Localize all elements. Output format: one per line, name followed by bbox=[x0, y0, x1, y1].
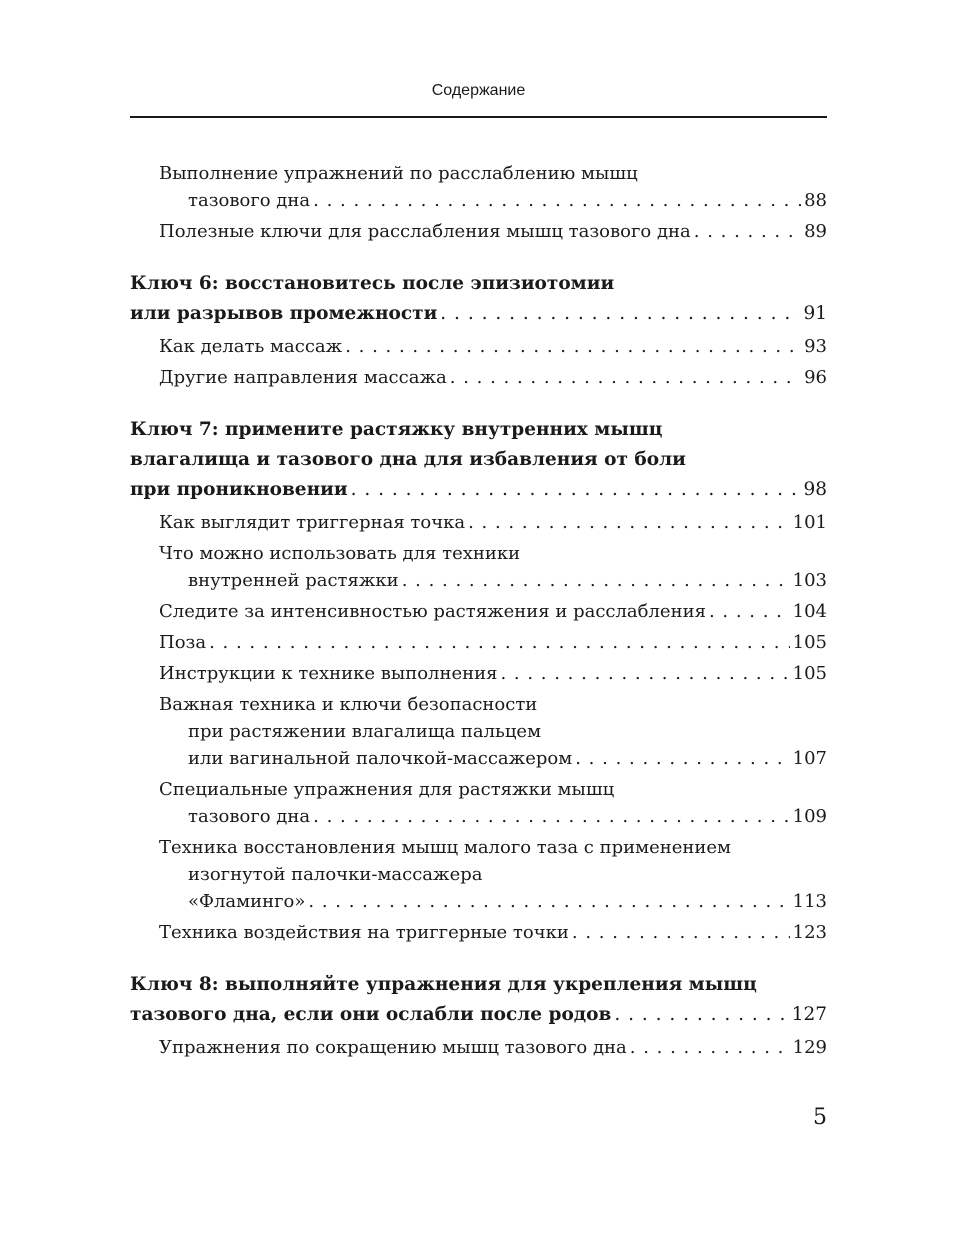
toc-chapter-line bbox=[130, 475, 827, 505]
dot-leader bbox=[345, 333, 801, 360]
toc-entry-text: Полезные ключи для расслабления мышц тазового дна bbox=[159, 221, 691, 242]
toc-entry bbox=[130, 660, 827, 687]
dot-leader bbox=[402, 567, 790, 594]
toc-chapter-text: влагалища и тазового дна для избавления от боли bbox=[130, 449, 686, 470]
toc-entry-line bbox=[130, 598, 827, 625]
toc-entry-line bbox=[130, 745, 827, 772]
dot-leader bbox=[500, 660, 789, 687]
toc-page-ref: 104 bbox=[792, 601, 827, 622]
toc-page-ref: 103 bbox=[792, 570, 827, 591]
toc-entry-line bbox=[130, 1034, 827, 1061]
toc-entry bbox=[130, 160, 827, 214]
toc-entry bbox=[130, 919, 827, 946]
dot-leader bbox=[575, 745, 789, 772]
toc-entry-text: Специальные упражнения для растяжки мышц bbox=[159, 779, 615, 800]
toc-entry bbox=[130, 1034, 827, 1061]
toc-chapter-line bbox=[130, 445, 827, 475]
toc-entry bbox=[130, 598, 827, 625]
toc-entry-text: изогнутой палочки-массажера bbox=[188, 864, 483, 885]
toc-chapter-text: при проникновении bbox=[130, 479, 348, 500]
toc-page-ref: 129 bbox=[792, 1037, 827, 1058]
toc-entry-line bbox=[130, 919, 827, 946]
toc-entry bbox=[130, 509, 827, 536]
toc-chapter-heading bbox=[130, 415, 827, 505]
toc-chapter-text: Ключ 8: выполняйте упражнения для укрепления мышц bbox=[130, 974, 757, 995]
toc-page-ref: 88 bbox=[804, 190, 827, 211]
toc-page-ref: 98 bbox=[803, 479, 827, 500]
toc-entry-text: Что можно использовать для техники bbox=[159, 543, 521, 564]
page-number: 5 bbox=[813, 1105, 827, 1130]
toc-entry-text: Важная техника и ключи безопасности bbox=[159, 694, 538, 715]
toc-entry-line bbox=[130, 509, 827, 536]
toc-chapter-heading bbox=[130, 269, 827, 329]
toc-section-intro bbox=[130, 160, 827, 245]
dot-leader bbox=[450, 364, 801, 391]
toc-chapter-line bbox=[130, 299, 827, 329]
toc-entry-line bbox=[130, 333, 827, 360]
dot-leader bbox=[468, 509, 790, 536]
dot-leader bbox=[694, 218, 801, 245]
toc-page-ref: 96 bbox=[804, 367, 827, 388]
toc-entry-line bbox=[130, 888, 827, 915]
toc-entry bbox=[130, 834, 827, 915]
toc-entry-text: Выполнение упражнений по расслаблению мышц bbox=[159, 163, 638, 184]
toc-entry-line bbox=[130, 364, 827, 391]
toc-chapter-line bbox=[130, 415, 827, 445]
toc-chapter-text: Ключ 7: примените растяжку внутренних мышц bbox=[130, 419, 663, 440]
toc-section-key6 bbox=[130, 269, 827, 391]
toc-chapter-line bbox=[130, 1000, 827, 1030]
toc-entry-text: Другие направления массажа bbox=[159, 367, 447, 388]
dot-leader bbox=[709, 598, 790, 625]
dot-leader bbox=[313, 187, 801, 214]
dot-leader bbox=[308, 888, 789, 915]
toc-entry bbox=[130, 333, 827, 360]
toc-entry-line bbox=[130, 629, 827, 656]
dot-leader bbox=[614, 1000, 788, 1030]
toc-entry-text: внутренней растяжки bbox=[188, 570, 399, 591]
toc-entry-text: Техника воздействия на триггерные точки bbox=[159, 922, 569, 943]
toc-entry-line bbox=[130, 834, 827, 861]
toc-entry-line bbox=[130, 660, 827, 687]
toc-entry bbox=[130, 540, 827, 594]
toc-entry-text: Упражнения по сокращению мышц тазового дна bbox=[159, 1037, 627, 1058]
header-rule bbox=[130, 116, 827, 118]
toc-entry bbox=[130, 776, 827, 830]
toc-page-ref: 89 bbox=[804, 221, 827, 242]
toc-chapter-line bbox=[130, 269, 827, 299]
toc-chapter-text: или разрывов промежности bbox=[130, 303, 438, 324]
dot-leader bbox=[209, 629, 790, 656]
toc-page-ref: 127 bbox=[791, 1004, 827, 1025]
toc-chapter-text: тазового дна, если они ослабли после родов bbox=[130, 1004, 612, 1025]
toc-chapter-heading bbox=[130, 970, 827, 1030]
running-header: Содержание bbox=[431, 82, 526, 99]
toc-section-key8 bbox=[130, 970, 827, 1061]
toc-entry-line bbox=[130, 776, 827, 803]
toc-entry-text: или вагинальной палочкой-массажером bbox=[188, 748, 573, 769]
toc-entry-line bbox=[130, 861, 827, 888]
toc-entry-line bbox=[130, 187, 827, 214]
toc-entry-text: тазового дна bbox=[188, 806, 311, 827]
toc-entry-text: при растяжении влагалища пальцем bbox=[188, 721, 542, 742]
toc-entry-text: Следите за интенсивностью растяжения и расслабления bbox=[159, 601, 706, 622]
dot-leader bbox=[313, 803, 790, 830]
toc-page-ref: 113 bbox=[792, 891, 827, 912]
dot-leader bbox=[440, 299, 800, 329]
toc-chapter-text: Ключ 6: восстановитесь после эпизиотомии bbox=[130, 273, 615, 294]
toc-entry-line bbox=[130, 160, 827, 187]
toc-entry-line bbox=[130, 540, 827, 567]
dot-leader bbox=[572, 919, 790, 946]
dot-leader bbox=[351, 475, 801, 505]
toc-entry-line bbox=[130, 218, 827, 245]
toc-entry-text: Техника восстановления мышц малого таза с применением bbox=[159, 837, 732, 858]
toc-entry-line bbox=[130, 803, 827, 830]
toc-entry bbox=[130, 218, 827, 245]
toc-entry bbox=[130, 691, 827, 772]
toc-entry bbox=[130, 629, 827, 656]
toc-page-ref: 105 bbox=[792, 632, 827, 653]
toc-entry-line bbox=[130, 691, 827, 718]
toc-page-ref: 107 bbox=[792, 748, 827, 769]
toc-page-ref: 105 bbox=[792, 663, 827, 684]
table-of-contents bbox=[130, 160, 827, 1085]
toc-entry-line bbox=[130, 567, 827, 594]
toc-page-ref: 93 bbox=[804, 336, 827, 357]
dot-leader bbox=[630, 1034, 790, 1061]
toc-chapter-line bbox=[130, 970, 827, 1000]
toc-entry-line bbox=[130, 718, 827, 745]
toc-entry-text: тазового дна bbox=[188, 190, 311, 211]
toc-entry-text: Поза bbox=[159, 632, 207, 653]
toc-page-ref: 101 bbox=[792, 512, 827, 533]
toc-entry-text: «Фламинго» bbox=[188, 891, 306, 912]
toc-entry-text: Как делать массаж bbox=[159, 336, 343, 357]
toc-page-ref: 91 bbox=[803, 303, 827, 324]
toc-page-ref: 123 bbox=[792, 922, 827, 943]
toc-entry bbox=[130, 364, 827, 391]
toc-entry-text: Как выглядит триггерная точка bbox=[159, 512, 466, 533]
toc-section-key7 bbox=[130, 415, 827, 946]
toc-entry-text: Инструкции к технике выполнения bbox=[159, 663, 498, 684]
toc-page-ref: 109 bbox=[792, 806, 827, 827]
